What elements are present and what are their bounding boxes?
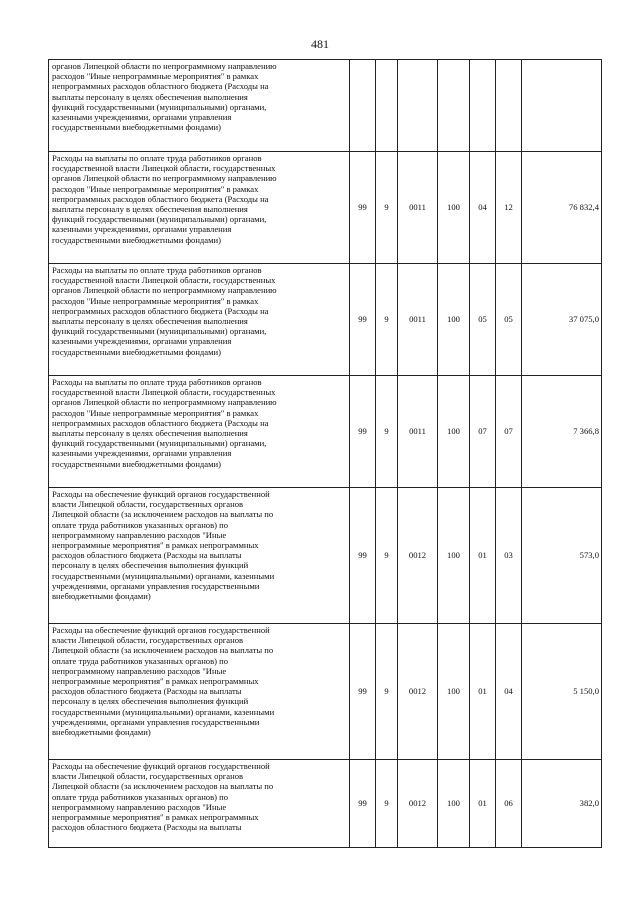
row-description: органов Липецкой области по непрограммному направлению расходов "Иные непрограммные мероприятия" в рамках непрограммных расходов областного бюджета (Расходы на выплаты персоналу в целях обеспечения выполнения функций государственными (муниципальными) органами, казенными учреждениями, органами управления государственными внебюджетными фондами) [49,60,350,152]
code-direction: 0011 [398,376,438,488]
code-section: 05 [470,264,496,376]
code-expense-type: 100 [438,152,470,264]
row-description: Расходы на выплаты по оплате труда работников органов государственной власти Липецкой области, государственных органов Липецкой области по непрограммному направлению расходов "Иные непрограммные мероприятия" в рамках непрограммных расходов областного бюджета (Расходы на выплаты персоналу в целях обеспечения выполнения функций государственными (муниципальными) органами, казенными учреждениями, органами управления государственными внебюджетными фондами) [49,376,350,488]
code-direction: 0012 [398,624,438,760]
amount: 7 366,8 [522,376,602,488]
code-subprogram: 9 [376,376,398,488]
code-direction: 0012 [398,488,438,624]
code-subsection: 12 [496,152,522,264]
amount: 37 075,0 [522,264,602,376]
code-expense-type: 100 [438,624,470,760]
table-row [49,376,602,488]
code-section: 04 [470,152,496,264]
code-program: 99 [350,624,376,760]
code-program: 99 [350,488,376,624]
page-number: 481 [311,37,329,51]
code-program: 99 [350,760,376,848]
amount: 76 832,4 [522,152,602,264]
code-expense-type: 100 [438,376,470,488]
table-row [49,264,602,376]
code-expense-type: 100 [438,264,470,376]
code-section: 01 [470,624,496,760]
code-expense-type: 100 [438,760,470,848]
code-subprogram: 9 [376,488,398,624]
code-program [350,60,376,152]
code-direction: 0012 [398,760,438,848]
code-subprogram: 9 [376,264,398,376]
code-subprogram: 9 [376,760,398,848]
row-description: Расходы на выплаты по оплате труда работников органов государственной власти Липецкой области, государственных органов Липецкой области по непрограммному направлению расходов "Иные непрограммные мероприятия" в рамках непрограммных расходов областного бюджета (Расходы на выплаты персоналу в целях обеспечения выполнения функций государственными (муниципальными) органами, казенными учреждениями, органами управления государственными внебюджетными фондами) [49,152,350,264]
amount: 573,0 [522,488,602,624]
table-row [49,624,602,760]
code-subsection: 04 [496,624,522,760]
amount: 382,0 [522,760,602,848]
row-description: Расходы на обеспечение функций органов государственной власти Липецкой области, государственных органов Липецкой области (за исключением расходов на выплаты по оплате труда работников указанных органов) по непрограммному направлению расходов "Иные непрограммные мероприятия" в рамках непрограммных расходов областного бюджета (Расходы на выплаты персоналу в целях обеспечения выполнения функций государственными (муниципальными) органами, казенными учреждениями, органами управления государственными внебюджетными фондами) [49,624,350,760]
code-direction: 0011 [398,152,438,264]
table-row [49,152,602,264]
table-row [49,760,602,848]
code-subprogram [376,60,398,152]
row-description: Расходы на обеспечение функций органов государственной власти Липецкой области, государственных органов Липецкой области (за исключением расходов на выплаты по оплате труда работников указанных органов) по непрограммному направлению расходов "Иные непрограммные мероприятия" в рамках непрограммных расходов областного бюджета (Расходы на выплаты персоналу в целях обеспечения выполнения функций государственными (муниципальными) органами, казенными учреждениями, органами управления государственными внебюджетными фондами) [49,488,350,624]
code-section: 07 [470,376,496,488]
amount: 5 150,0 [522,624,602,760]
code-program: 99 [350,376,376,488]
amount [522,60,602,152]
budget-table [48,59,602,848]
row-description: Расходы на выплаты по оплате труда работников органов государственной власти Липецкой области, государственных органов Липецкой области по непрограммному направлению расходов "Иные непрограммные мероприятия" в рамках непрограммных расходов областного бюджета (Расходы на выплаты персоналу в целях обеспечения выполнения функций государственными (муниципальными) органами, казенными учреждениями, органами управления государственными внебюджетными фондами) [49,264,350,376]
table-row [49,60,602,152]
code-section: 01 [470,760,496,848]
code-subsection: 03 [496,488,522,624]
code-program: 99 [350,152,376,264]
code-section: 01 [470,488,496,624]
code-section [470,60,496,152]
code-subprogram: 9 [376,152,398,264]
code-expense-type [438,60,470,152]
code-subsection: 05 [496,264,522,376]
code-direction [398,60,438,152]
code-subprogram: 9 [376,624,398,760]
code-subsection: 07 [496,376,522,488]
code-subsection [496,60,522,152]
row-description: Расходы на обеспечение функций органов государственной власти Липецкой области, государственных органов Липецкой области (за исключением расходов на выплаты по оплате труда работников указанных органов) по непрограммному направлению расходов "Иные непрограммные мероприятия" в рамках непрограммных расходов областного бюджета (Расходы на выплаты [49,760,350,848]
table-row [49,488,602,624]
code-subsection: 06 [496,760,522,848]
code-program: 99 [350,264,376,376]
code-expense-type: 100 [438,488,470,624]
code-direction: 0011 [398,264,438,376]
